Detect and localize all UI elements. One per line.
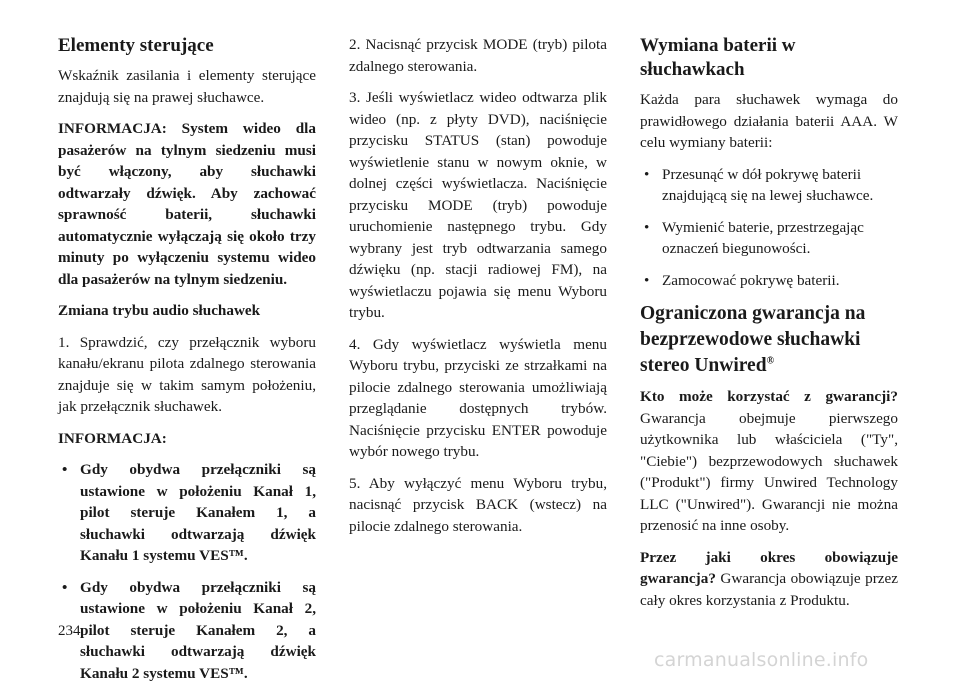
battery-intro: Każda para słuchawek wymaga do prawidłowego działania baterii AAA. W celu wymiany baterii:: [640, 91, 898, 151]
warranty-answer: Gwarancja obejmuje pierwszego użytkownika lub właściciela ("Ty", "Ciebie") bezprzewodowych słuchawek ("Produkt") firmy Unwired Technology LLC ("Unwired"). Gwarancji nie można przenosić na inne osoby.: [640, 409, 898, 534]
step-1: 1. Sprawdzić, czy przełącznik wyboru kanału/ekranu pilota zdalnego sterowania znajduje się w takim samym położeniu, jak przełącznik słuchawek.: [58, 333, 316, 415]
watermark-logo: carmanualsonline.info: [654, 649, 869, 671]
info-note-label: INFORMACJA:: [58, 429, 167, 447]
warranty-question: Kto może korzystać z gwarancji?: [640, 388, 898, 405]
registered-mark: ®: [766, 355, 775, 367]
column-left: [58, 34, 316, 694]
list-item: • Przesunąć w dół pokrywę baterii znajdującą się na lewej słuchawce.: [640, 164, 898, 207]
section-heading-controls: Elementy sterujące: [58, 35, 214, 56]
battery-steps-list: [640, 164, 898, 292]
column-middle: [349, 34, 607, 547]
page-number: 234: [58, 623, 81, 639]
list-item: • Gdy obydwa przełączniki są ustawione w położeniu Kanał 2, pilot steruje Kanałem 2, a słuchawki odtwarzają dźwięk Kanału 2 systemu VES™.: [58, 577, 316, 685]
info-note-power: INFORMACJA: System wideo dla pasażerów na tylnym siedzeniu musi być włączony, aby słuchawki odtwarzały dźwięk. Aby zachować sprawność baterii, słuchawki automatycznie wyłączają się około trzy minuty po wyłączeniu systemu wideo dla pasażerów na tylnym siedzeniu.: [58, 120, 316, 288]
list-item: • Wymienić baterie, przestrzegając oznaczeń biegunowości.: [640, 217, 898, 260]
step-4: 4. Gdy wyświetlacz wyświetla menu Wyboru trybu, przyciski ze strzałkami na pilocie zdalnego sterowania umożliwiają przeglądanie dostępnych trybów. Naciśnięcie przycisku ENTER powoduje wybór nowego trybu.: [349, 335, 607, 460]
section-heading-warranty: [640, 301, 898, 379]
section-heading-battery: Wymiana baterii w słuchawkach: [640, 35, 796, 80]
list-item: • Zamocować pokrywę baterii.: [640, 270, 898, 292]
column-right: [640, 34, 898, 621]
list-item: • Gdy obydwa przełączniki są ustawione w położeniu Kanał 1, pilot steruje Kanałem 1, a słuchawki odtwarzają dźwięk Kanału 1 systemu VES™.: [58, 459, 316, 567]
warranty-answer: Gwarancja obowiązuje przez cały okres korzystania z Produktu.: [640, 570, 898, 609]
warranty-who: [640, 386, 898, 537]
warranty-question: Przez jaki okres obowiązuje gwarancja?: [640, 548, 898, 587]
subheading-audio-mode: Zmiana trybu audio słuchawek: [58, 302, 261, 319]
warranty-heading-text: Ograniczona gwarancja na bezprzewodowe słuchawki stereo Unwired: [640, 303, 866, 376]
controls-intro: Wskaźnik zasilania i elementy sterujące znajdują się na prawej słuchawce.: [58, 67, 316, 106]
warranty-period: [640, 547, 898, 612]
step-5: 5. Aby wyłączyć menu Wyboru trybu, nacisnąć przycisk BACK (wstecz) na pilocie zdalnego sterowania.: [349, 474, 607, 535]
step-2: 2. Nacisnąć przycisk MODE (tryb) pilota zdalnego sterowania.: [349, 36, 607, 75]
step-3: 3. Jeśli wyświetlacz wideo odtwarza plik wideo (np. z płyty DVD), naciśnięcie przycisku STATUS (stan) powoduje wyświetlenie stanu w nowym oknie, w dolnej części wyświetlacza. Naciśnięcie przycisku MODE (tryb) powoduje uruchomienie następnego trybu. Gdy wybrany jest tryb odtwarzania samego dźwięku (np. stacji radiowej FM), na wyświetlaczu pojawia się menu Wyboru trybu.: [349, 89, 607, 321]
channel-list: [58, 459, 316, 684]
